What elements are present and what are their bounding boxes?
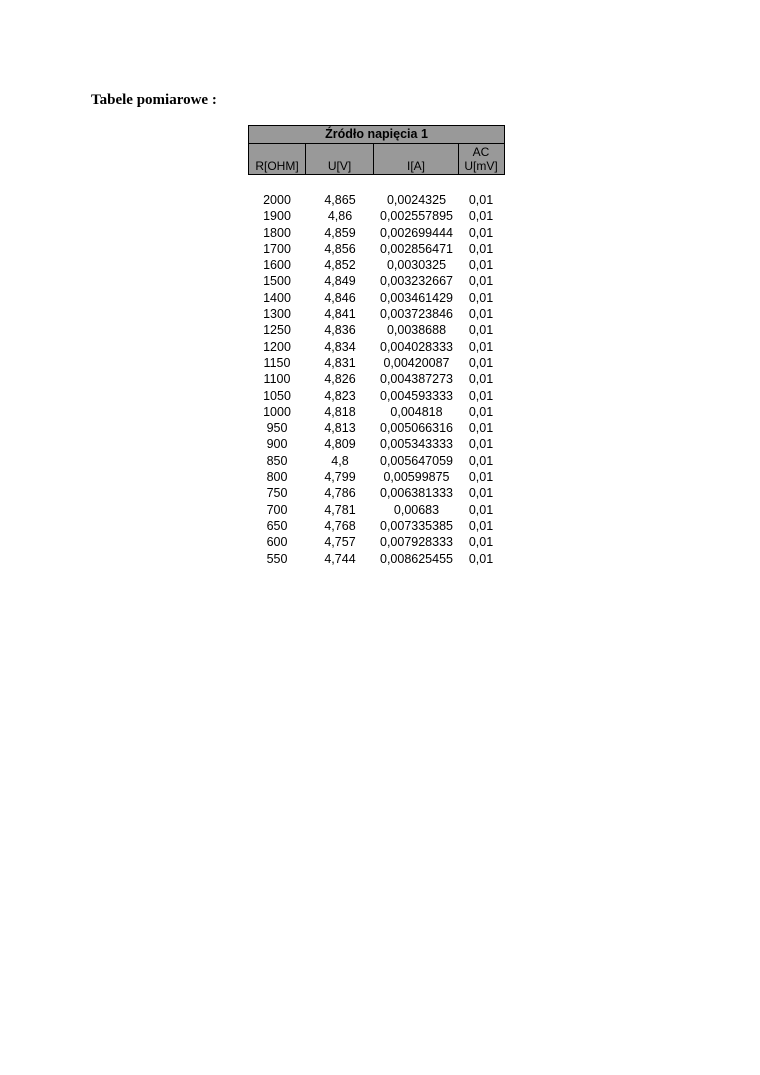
header-i-a: I[A]	[374, 144, 459, 174]
cell-ac-umv: 0,01	[468, 551, 494, 566]
cell-i-a: 0,003461429	[380, 290, 453, 305]
cell-i-a: 0,002699444	[380, 225, 453, 240]
cell-r-ohm: 1800	[263, 225, 291, 240]
table-body	[248, 192, 505, 567]
cell-i-a: 0,008625455	[380, 551, 453, 566]
cell-r-ohm: 1100	[263, 372, 291, 387]
table-row	[248, 322, 505, 338]
cell-r-ohm: 850	[266, 453, 288, 468]
header-ac-top: AC	[472, 145, 490, 159]
header-ac-bottom: U[mV]	[464, 159, 498, 173]
cell-r-ohm: 1250	[263, 323, 291, 338]
cell-r-ohm: 650	[266, 518, 288, 533]
cell-r-ohm: 1000	[263, 404, 291, 419]
cell-u-v: 4,823	[324, 388, 356, 403]
table-row	[248, 436, 505, 452]
header-r-ohm: R[OHM]	[249, 144, 306, 174]
table-row	[248, 551, 505, 567]
table-row	[248, 469, 505, 485]
cell-i-a: 0,002856471	[380, 241, 453, 256]
cell-i-a: 0,006381333	[380, 486, 453, 501]
cell-ac-umv: 0,01	[468, 193, 494, 207]
cell-ac-umv: 0,01	[468, 290, 494, 305]
cell-u-v: 4,856	[324, 241, 356, 256]
table-row	[248, 355, 505, 371]
cell-u-v: 4,818	[324, 404, 356, 419]
cell-r-ohm: 700	[266, 502, 288, 517]
cell-u-v: 4,831	[324, 355, 356, 370]
cell-ac-umv: 0,01	[468, 339, 494, 354]
cell-u-v: 4,859	[324, 225, 356, 240]
cell-u-v: 4,865	[324, 193, 356, 207]
cell-r-ohm: 750	[266, 486, 288, 501]
cell-i-a: 0,004593333	[380, 388, 453, 403]
cell-u-v: 4,846	[324, 290, 356, 305]
cell-i-a: 0,0030325	[386, 258, 447, 273]
table-row	[248, 241, 505, 257]
table-row	[248, 453, 505, 469]
cell-u-v: 4,8	[331, 453, 349, 468]
cell-ac-umv: 0,01	[468, 307, 494, 322]
table-row	[248, 388, 505, 404]
table-row	[248, 273, 505, 289]
cell-i-a: 0,004387273	[380, 372, 453, 387]
table-row	[248, 306, 505, 322]
cell-ac-umv: 0,01	[468, 535, 494, 550]
cell-ac-umv: 0,01	[468, 486, 494, 501]
cell-ac-umv: 0,01	[468, 502, 494, 517]
measurement-table	[248, 125, 505, 567]
cell-ac-umv: 0,01	[468, 404, 494, 419]
cell-ac-umv: 0,01	[468, 209, 494, 224]
cell-u-v: 4,757	[324, 535, 356, 550]
cell-r-ohm: 600	[266, 535, 288, 550]
page-heading: Tabele pomiarowe :	[91, 92, 217, 108]
cell-i-a: 0,003723846	[380, 307, 453, 322]
cell-r-ohm: 1200	[263, 339, 291, 354]
table-row	[248, 518, 505, 534]
cell-i-a: 0,0024325	[386, 193, 447, 207]
cell-ac-umv: 0,01	[468, 258, 494, 273]
header-u-v: U[V]	[306, 144, 374, 174]
table-row	[248, 290, 505, 306]
cell-u-v: 4,849	[324, 274, 356, 289]
cell-r-ohm: 1300	[263, 307, 291, 322]
cell-ac-umv: 0,01	[468, 437, 494, 452]
cell-u-v: 4,826	[324, 372, 356, 387]
table-row	[248, 208, 505, 224]
cell-r-ohm: 1050	[263, 388, 291, 403]
table-row	[248, 192, 505, 208]
cell-u-v: 4,852	[324, 258, 356, 273]
cell-r-ohm: 900	[266, 437, 288, 452]
cell-ac-umv: 0,01	[468, 388, 494, 403]
cell-i-a: 0,005066316	[380, 421, 453, 436]
table-row	[248, 420, 505, 436]
cell-u-v: 4,799	[324, 470, 356, 485]
cell-i-a: 0,003232667	[380, 274, 453, 289]
header-ac-umv	[459, 144, 503, 174]
cell-u-v: 4,768	[324, 518, 356, 533]
cell-u-v: 4,786	[324, 486, 356, 501]
cell-ac-umv: 0,01	[468, 372, 494, 387]
cell-ac-umv: 0,01	[468, 323, 494, 338]
cell-i-a: 0,004028333	[380, 339, 453, 354]
cell-i-a: 0,00420087	[383, 355, 450, 370]
cell-ac-umv: 0,01	[468, 470, 494, 485]
cell-r-ohm: 950	[266, 421, 288, 436]
cell-r-ohm: 800	[266, 470, 288, 485]
cell-i-a: 0,00599875	[383, 470, 450, 485]
cell-u-v: 4,809	[324, 437, 356, 452]
table-caption: Źródło napięcia 1	[248, 125, 505, 144]
cell-r-ohm: 1500	[263, 274, 291, 289]
cell-r-ohm: 550	[266, 551, 288, 566]
cell-i-a: 0,00683	[393, 502, 440, 517]
cell-ac-umv: 0,01	[468, 241, 494, 256]
cell-i-a: 0,007928333	[380, 535, 453, 550]
cell-u-v: 4,781	[324, 502, 356, 517]
cell-r-ohm: 1700	[263, 241, 291, 256]
cell-r-ohm: 1150	[263, 355, 291, 370]
cell-r-ohm: 1900	[263, 209, 291, 224]
cell-i-a: 0,004818	[390, 404, 443, 419]
cell-u-v: 4,834	[324, 339, 356, 354]
cell-ac-umv: 0,01	[468, 421, 494, 436]
table-row	[248, 339, 505, 355]
cell-ac-umv: 0,01	[468, 518, 494, 533]
table-row	[248, 485, 505, 501]
cell-i-a: 0,005647059	[380, 453, 453, 468]
cell-i-a: 0,007335385	[380, 518, 453, 533]
cell-u-v: 4,744	[324, 551, 356, 566]
cell-ac-umv: 0,01	[468, 225, 494, 240]
cell-u-v: 4,836	[324, 323, 356, 338]
table-row	[248, 404, 505, 420]
cell-r-ohm: 2000	[263, 193, 291, 207]
cell-r-ohm: 1400	[263, 290, 291, 305]
table-row	[248, 534, 505, 550]
cell-r-ohm: 1600	[263, 258, 291, 273]
cell-ac-umv: 0,01	[468, 274, 494, 289]
cell-u-v: 4,813	[324, 421, 356, 436]
table-row	[248, 502, 505, 518]
table-row	[248, 371, 505, 387]
table-header-row	[248, 144, 505, 175]
cell-ac-umv: 0,01	[468, 453, 494, 468]
cell-u-v: 4,86	[327, 209, 353, 224]
table-row	[248, 225, 505, 241]
cell-u-v: 4,841	[324, 307, 356, 322]
cell-i-a: 0,0038688	[386, 323, 447, 338]
cell-i-a: 0,005343333	[380, 437, 453, 452]
cell-i-a: 0,002557895	[380, 209, 453, 224]
table-row	[248, 257, 505, 273]
cell-ac-umv: 0,01	[468, 355, 494, 370]
